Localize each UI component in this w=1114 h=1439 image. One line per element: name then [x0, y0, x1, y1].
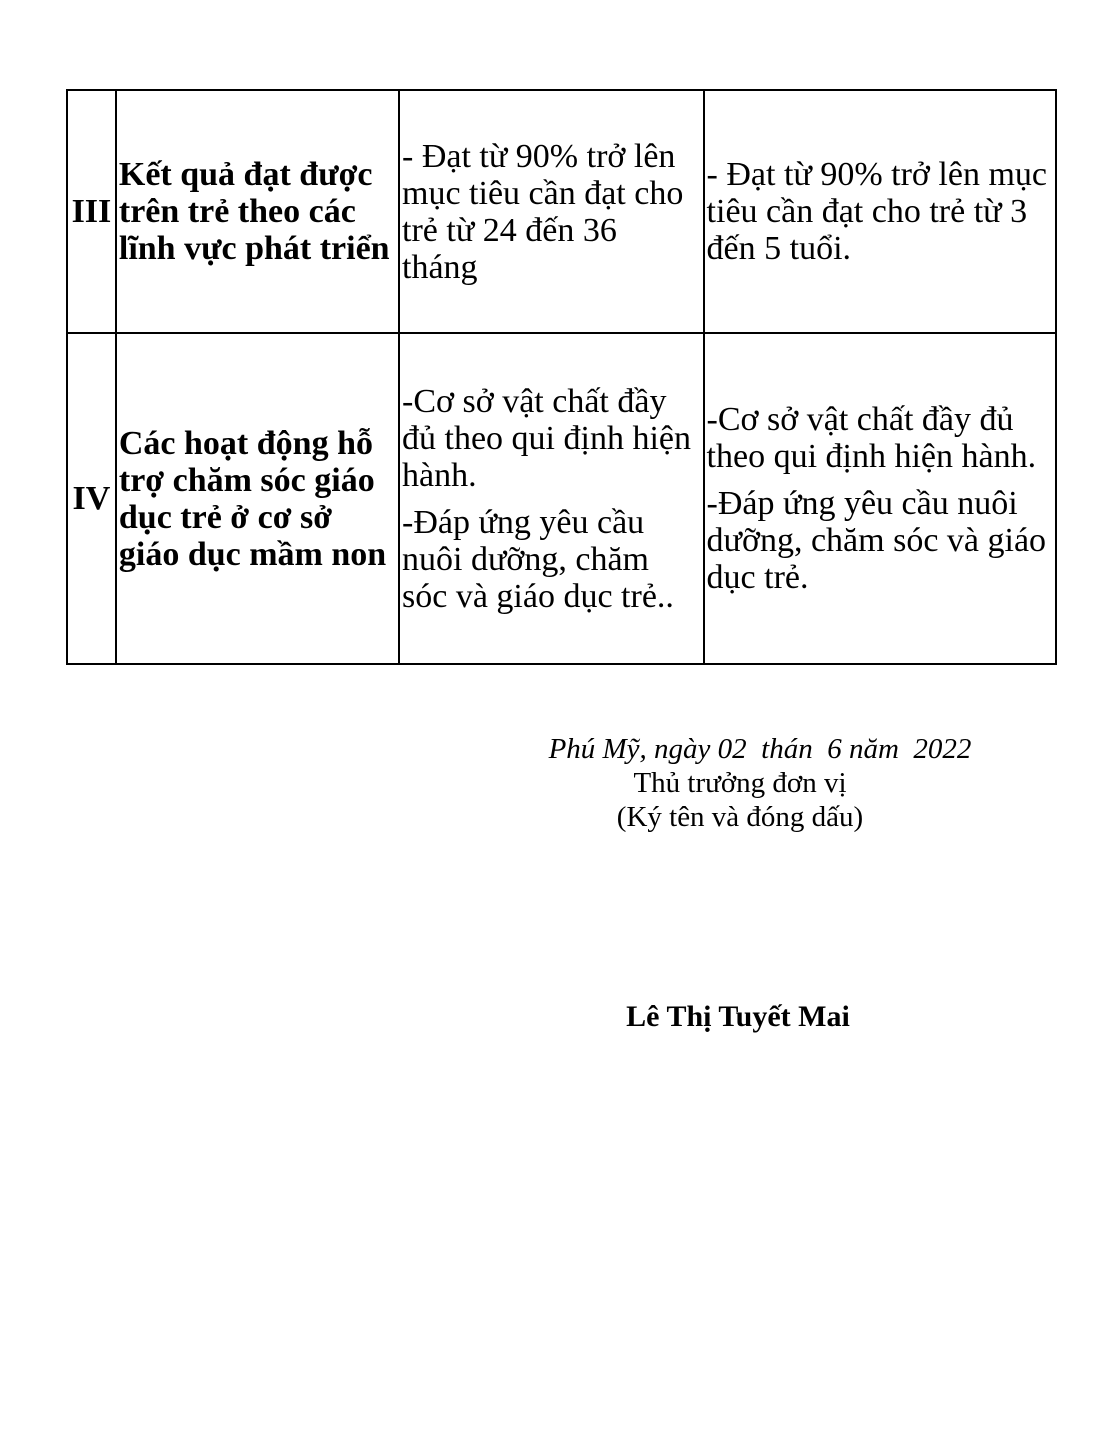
signature-date-line: Phú Mỹ, ngày 02 thán 6 năm 2022	[548, 733, 972, 765]
criteria-cell-24-36-months	[399, 333, 704, 664]
row-title: Các hoạt động hỗ trợ chăm sóc giáo dục trẻ ở cơ sở giáo dục mầm non	[116, 333, 399, 664]
criteria-text: -Đáp ứng yêu cầu nuôi dưỡng, chăm sóc và giáo dục trẻ.	[706, 485, 1047, 596]
criteria-cell-24-36-months	[399, 90, 704, 333]
table-row	[67, 333, 1056, 664]
row-number: III	[67, 90, 116, 333]
row-title: Kết quả đạt được trên trẻ theo các lĩnh vực phát triển	[116, 90, 399, 333]
criteria-text: -Cơ sở vật chất đầy đủ theo qui định hiện hành.	[402, 382, 691, 494]
row-number: IV	[67, 333, 116, 664]
criteria-cell-3-5-years	[704, 90, 1056, 333]
signature-block	[470, 732, 1050, 834]
criteria-text: - Đạt từ 90% trở lên mục tiêu cần đạt cho trẻ từ 3 đến 5 tuổi.	[706, 156, 1047, 267]
signer-name: Lê Thị Tuyết Mai	[626, 1000, 850, 1033]
criteria-cell-3-5-years	[704, 333, 1056, 664]
signature-note: (Ký tên và đóng dấu)	[616, 801, 864, 833]
criteria-text: - Đạt từ 90% trở lên mục tiêu cần đạt cho trẻ từ 24 đến 36 tháng	[402, 137, 684, 286]
criteria-text: -Đáp ứng yêu cầu nuôi dưỡng, chăm sóc và giáo dục trẻ..	[402, 503, 674, 615]
criteria-table	[66, 89, 1057, 665]
table-row	[67, 90, 1056, 333]
signature-role: Thủ trưởng đơn vị	[633, 767, 847, 799]
criteria-text: -Cơ sở vật chất đầy đủ theo qui định hiện hành.	[706, 401, 1037, 475]
